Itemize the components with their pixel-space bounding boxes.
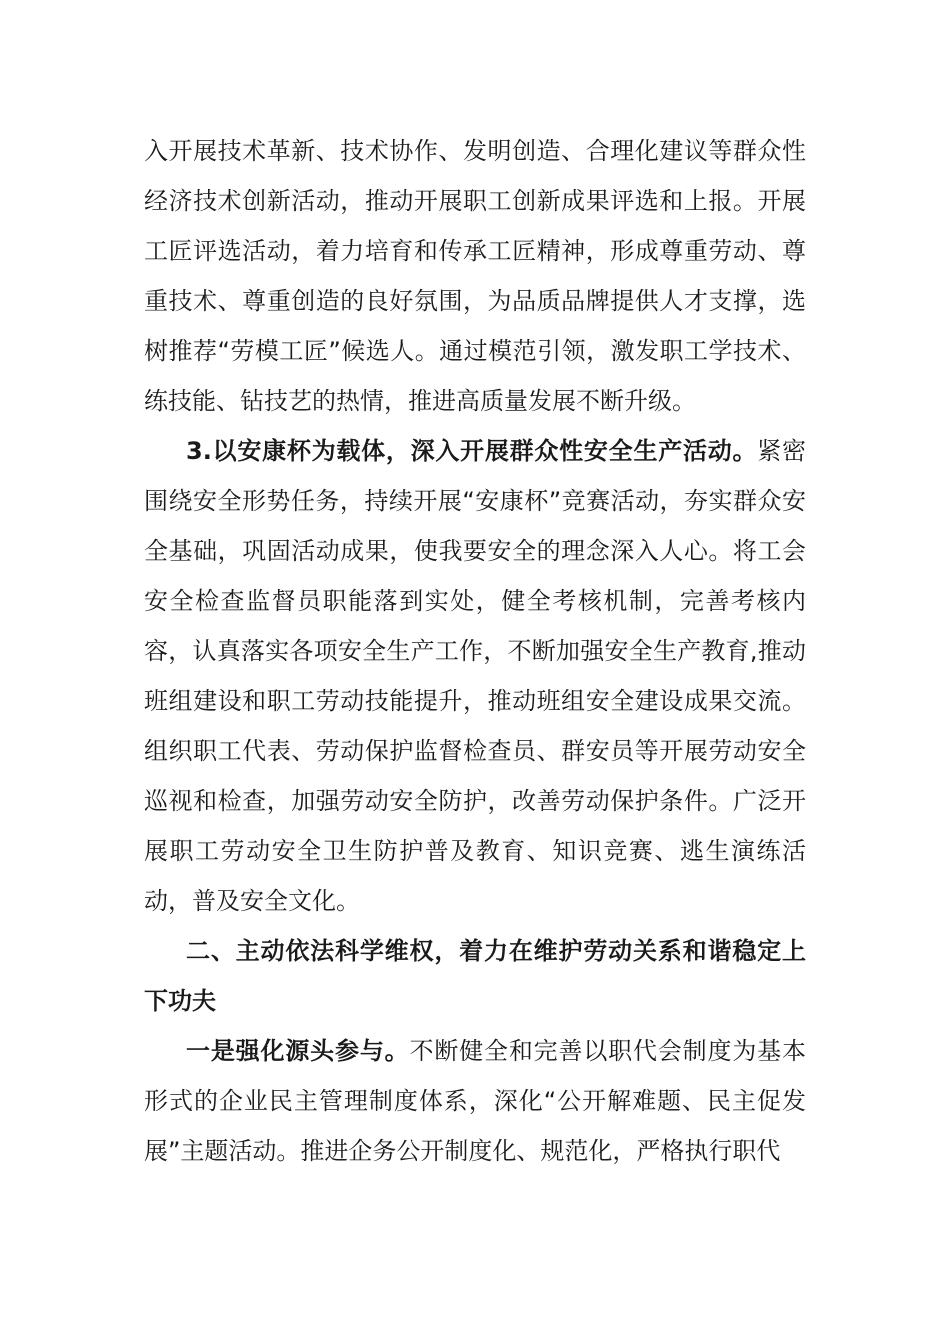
document-body: [144, 126, 806, 1176]
paragraph-lead: 3.以安康杯为载体，深入开展群众性安全生产活动。: [186, 437, 758, 465]
paragraph-text: 入开展技术革新、技术协作、发明创造、合理化建议等群众性经济技术创新活动，推动开展职工创新成果评选和上报。开展工匠评选活动，着力培育和传承工匠精神，形成尊重劳动、尊重技术、尊重创造的良好氛围，为品质品牌提供人才支撑，选树推荐“劳模工匠”候选人。通过模范引领，激发职工学技术、练技能、钻技艺的热情，推进高质量发展不断升级。: [144, 137, 806, 415]
paragraph-lead: 一是强化源头参与。: [186, 1037, 410, 1065]
section-heading: [144, 926, 806, 1026]
paragraph-source-participation: [144, 1026, 806, 1176]
paragraph-text: 紧密围绕安全形势任务，持续开展“安康杯”竞赛活动，夯实群众安全基础，巩固活动成果，使我要安全的理念深入人心。将工会安全检查监督员职能落到实处，健全考核机制，完善考核内容，认真落实各项安全生产工作，不断加强安全生产教育,推动班组建设和职工劳动技能提升，推动班组安全建设成果交流。组织职工代表、劳动保护监督检查员、群安员等开展劳动安全巡视和检查，加强劳动安全防护，改善劳动保护条件。广泛开展职工劳动安全卫生防护普及教育、知识竞赛、逃生演练活动，普及安全文化。: [144, 437, 806, 915]
paragraph-ankangbei: [144, 426, 806, 926]
paragraph-text: 不断健全和完善以职代会制度为基本形式的企业民主管理制度体系，深化“公开解难题、民主促发展”主题活动。推进企务公开制度化、规范化，严格执行职代: [144, 1037, 806, 1165]
paragraph-continuation: [144, 126, 806, 426]
section-heading-text: 二、主动依法科学维权，着力在维护劳动关系和谐稳定上下功夫: [144, 937, 806, 1015]
